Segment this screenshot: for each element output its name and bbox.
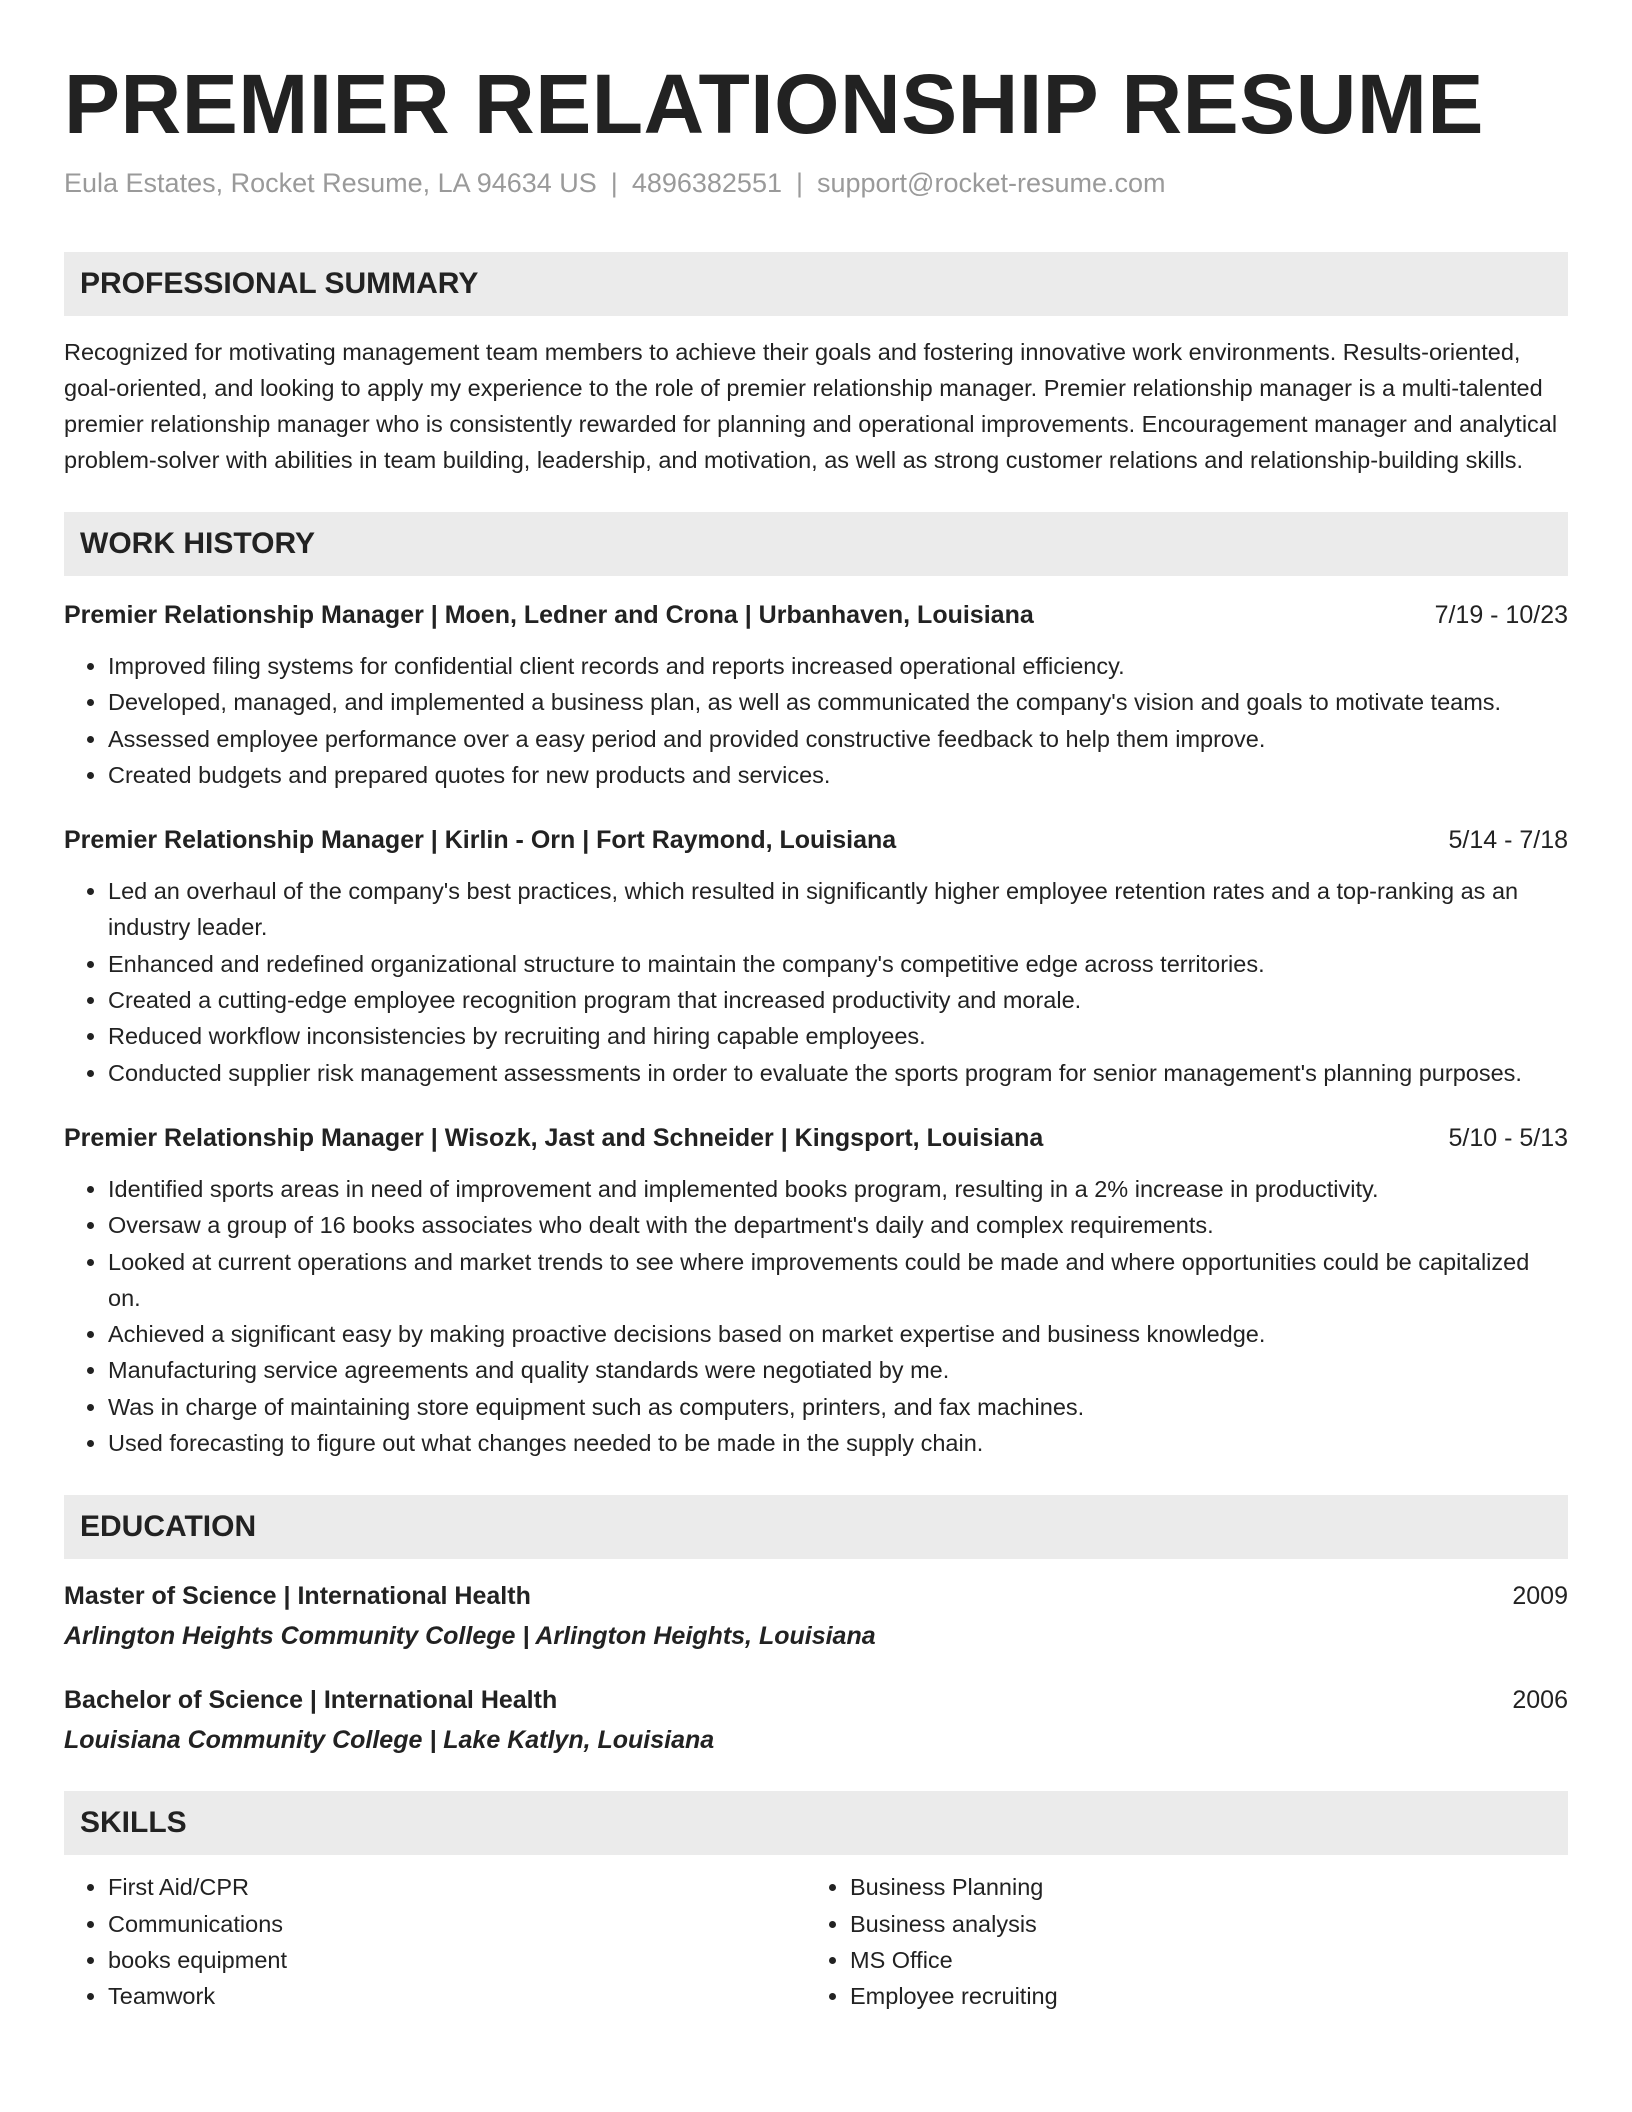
job-bullet: • Created budgets and prepared quotes for new products and services. [108, 757, 1568, 793]
education-entry [64, 1579, 1568, 1653]
contact-separator: | [795, 168, 803, 198]
education-degree: Bachelor of Science | International Health [64, 1686, 558, 1715]
job-entry [64, 1121, 1568, 1461]
job-bullet: • Enhanced and redefined organizational structure to maintain the company's competitive edge across territories. [108, 946, 1568, 982]
job-title: Premier Relationship Manager | Moen, Ledner and Crona | Urbanhaven, Louisiana [64, 601, 1034, 629]
contact-separator: | [610, 168, 618, 198]
job-dates: 7/19 - 10/23 [1434, 601, 1568, 629]
job-bullet: • Reduced workflow inconsistencies by recruiting and hiring capable employees. [108, 1018, 1568, 1054]
education-degree: Master of Science | International Health [64, 1582, 531, 1611]
job-entry [64, 823, 1568, 1091]
section-header-skills: SKILLS [64, 1791, 1568, 1855]
education-year: 2009 [1512, 1582, 1568, 1611]
skills-column-right [806, 1869, 1566, 2014]
job-bullet: • Created a cutting-edge employee recognition program that increased productivity and morale. [108, 982, 1568, 1018]
education-school: Arlington Heights Community College | Arlington Heights, Louisiana [64, 1622, 876, 1651]
job-bullet: • Looked at current operations and market trends to see where improvements could be made and where opportunities could be capitalized on. [108, 1244, 1568, 1317]
job-bullet: • Achieved a significant easy by making proactive decisions based on market expertise and business knowledge. [108, 1316, 1568, 1352]
education-header [64, 1683, 1568, 1717]
job-bullet: • Developed, managed, and implemented a business plan, as well as communicated the company's vision and goals to motivate teams. [108, 684, 1568, 720]
job-bullet: • Was in charge of maintaining store equipment such as computers, printers, and fax machines. [108, 1389, 1568, 1425]
section-header-summary: PROFESSIONAL SUMMARY [64, 252, 1568, 316]
skill-item: • MS Office [850, 1942, 1566, 1978]
job-bullet: • Led an overhaul of the company's best practices, which resulted in significantly higher employee retention rates and a top-ranking as an industry leader. [108, 873, 1568, 946]
job-bullet: • Oversaw a group of 16 books associates who dealt with the department's daily and complex requirements. [108, 1207, 1568, 1243]
skill-item: • books equipment [108, 1942, 806, 1978]
skills-column-left [64, 1869, 806, 2014]
skill-item: • Communications [108, 1906, 806, 1942]
contact-line [64, 166, 1568, 200]
skill-item: • Business analysis [850, 1906, 1566, 1942]
section-header-education: EDUCATION [64, 1495, 1568, 1559]
job-title: Premier Relationship Manager | Kirlin - Orn | Fort Raymond, Louisiana [64, 826, 897, 855]
education-year: 2006 [1512, 1686, 1568, 1715]
skill-item: • First Aid/CPR [108, 1869, 806, 1905]
section-header-work-history: WORK HISTORY [64, 512, 1568, 576]
job-bullet: • Manufacturing service agreements and quality standards were negotiated by me. [108, 1352, 1568, 1388]
resume-title: PREMIER RELATIONSHIP RESUME [64, 57, 1484, 151]
summary-text: Recognized for motivating management team members to achieve their goals and fostering innovative work environments. Results-oriented, goal-oriented, and looking to apply my experience to the role of premier relationship manager. Premier relationship manager is a multi-talented premier relationship manager who is consistently rewarded for planning and operational improvements. Encouragement manager and analytical problem-solver with abilities in team building, leadership, and motivation, as well as strong customer relations and relationship-building skills. [64, 339, 1558, 473]
skill-item: • Teamwork [108, 1978, 806, 2014]
skills-list [64, 1869, 1568, 2014]
job-dates: 5/10 - 5/13 [1448, 1123, 1568, 1152]
job-entry [64, 598, 1568, 793]
skill-item: • Employee recruiting [850, 1978, 1566, 2014]
contact-email: support@rocket-resume.com [817, 168, 1166, 198]
job-title: Premier Relationship Manager | Wisozk, Jast and Schneider | Kingsport, Louisiana [64, 1123, 1044, 1152]
job-header [64, 823, 1568, 857]
job-bullets [64, 873, 1568, 1091]
job-bullet: • Improved filing systems for confidential client records and reports increased operational efficiency. [108, 648, 1568, 684]
job-bullet: • Identified sports areas in need of improvement and implemented books program, resulting in a 2% increase in productivity. [108, 1171, 1568, 1207]
job-bullets [64, 1171, 1568, 1461]
education-header [64, 1579, 1568, 1613]
job-header [64, 1121, 1568, 1155]
contact-address: Eula Estates, Rocket Resume, LA 94634 US [64, 168, 597, 198]
job-bullet: • Used forecasting to figure out what changes needed to be made in the supply chain. [108, 1425, 1568, 1461]
job-bullet: • Assessed employee performance over a easy period and provided constructive feedback to help them improve. [108, 721, 1568, 757]
job-dates: 5/14 - 7/18 [1448, 826, 1568, 855]
job-bullet: • Conducted supplier risk management assessments in order to evaluate the sports program for senior management's planning purposes. [108, 1055, 1568, 1091]
skill-item: • Business Planning [850, 1869, 1566, 1905]
job-bullets [64, 648, 1568, 793]
job-header [64, 598, 1568, 632]
contact-phone: 4896382551 [631, 168, 782, 198]
education-school: Louisiana Community College | Lake Katlyn, Louisiana [64, 1726, 715, 1755]
education-entry [64, 1683, 1568, 1757]
